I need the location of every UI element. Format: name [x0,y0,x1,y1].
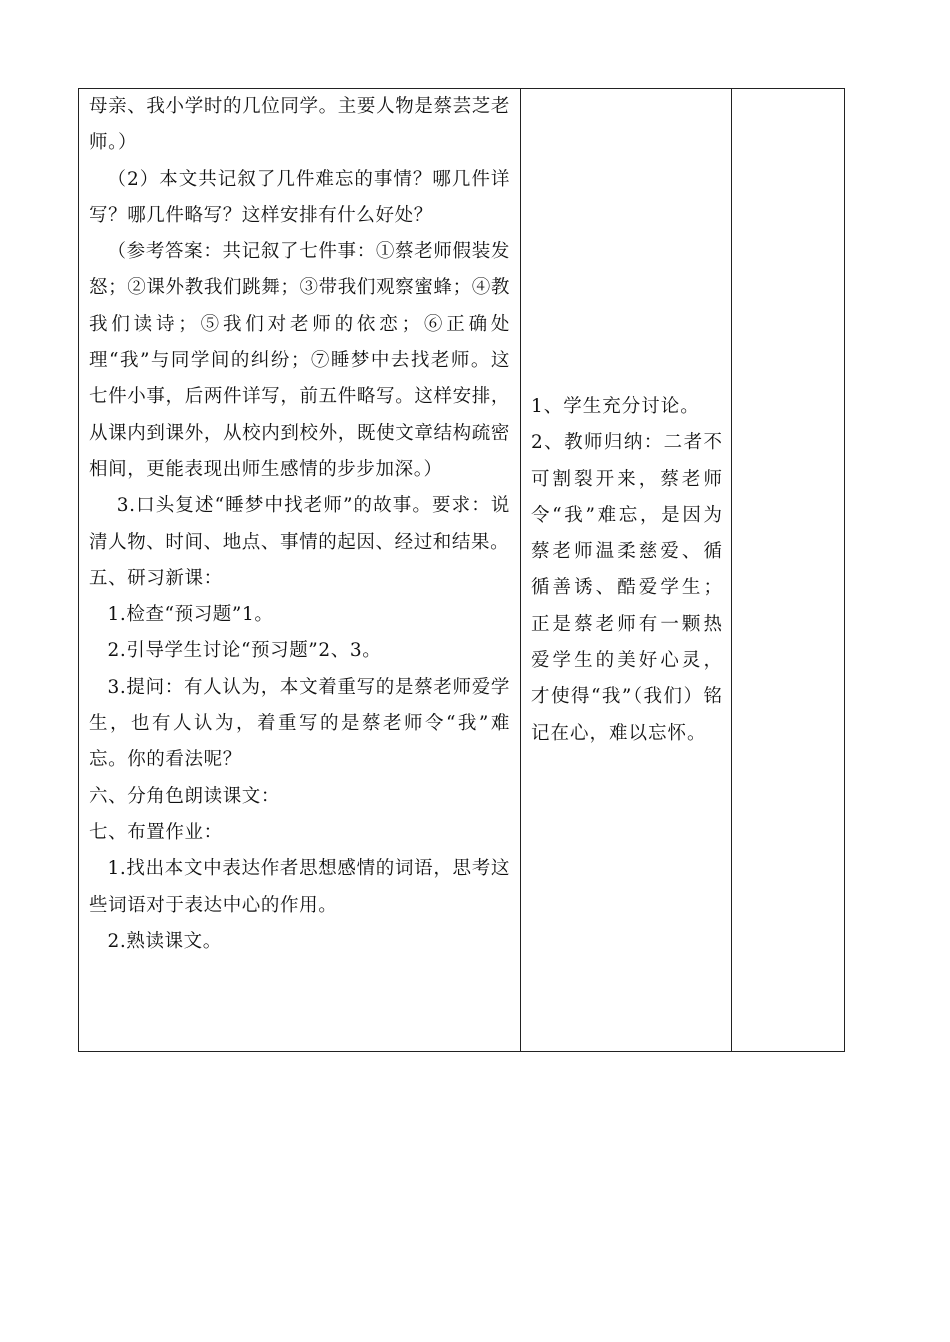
content-paragraph: 母亲、我小学时的几位同学。主要人物是蔡芸芝老师。） [89,96,510,154]
content-paragraph: 2.引导学生讨论“预习题”2、3。 [107,640,382,662]
student-activity-cell [521,89,732,1052]
section-heading: 五、研习新课： [89,567,223,589]
lesson-plan-table [78,88,845,1052]
content-paragraph: 1.找出本文中表达作者思想感情的词语，思考这些词语对于表达中心的作用。 [89,858,510,916]
activity-paragraph: 1、学生充分讨论。 [531,396,700,417]
table-row [79,89,845,1052]
student-activity [521,89,731,752]
content-paragraph: 3.提问：有人认为，本文着重写的是蔡老师爱学生，也有人认为，着重写的是蔡老师令“我”难忘。你的看法呢？ [89,676,510,771]
content-paragraph: 3.口头复述“睡梦中找老师”的故事。要求：说清人物、时间、地点、事情的起因、经过和结果。 [89,495,510,553]
content-paragraph: 2.熟读课文。 [107,930,222,952]
teaching-content [79,89,520,960]
content-paragraph: （参考答案：共记叙了七件事：①蔡老师假装发怒；②课外教我们跳舞；③带我们观察蜜蜂；④教我们读诗；⑤我们对老师的依恋；⑥正确处理“我”与同学间的纠纷；⑦睡梦中去找老师。这七件小事，后两件详写，前五件略写。这样安排，从课内到课外，从校内到校外，既使文章结构疏密相间，更能表现出师生感情的步步加深。） [89,241,510,480]
activity-paragraph: 2、教师归纳：二者不可割裂开来，蔡老师令“我”难忘，是因为蔡老师温柔慈爱、循循善诱、酷爱学生；正是蔡老师有一颗热爱学生的美好心灵，才使得“我”（我们）铭记在心，难以忘怀。 [531,432,723,744]
section-heading: 七、布置作业： [89,821,223,843]
notes-cell [732,89,845,1052]
teaching-content-cell [79,89,521,1052]
content-paragraph: （2）本文共记叙了几件难忘的事情？哪几件详写？哪几件略写？这样安排有什么好处？ [89,168,510,226]
content-paragraph: 1.检查“预习题”1。 [107,604,274,626]
section-heading: 六、分角色朗读课文： [89,785,281,807]
